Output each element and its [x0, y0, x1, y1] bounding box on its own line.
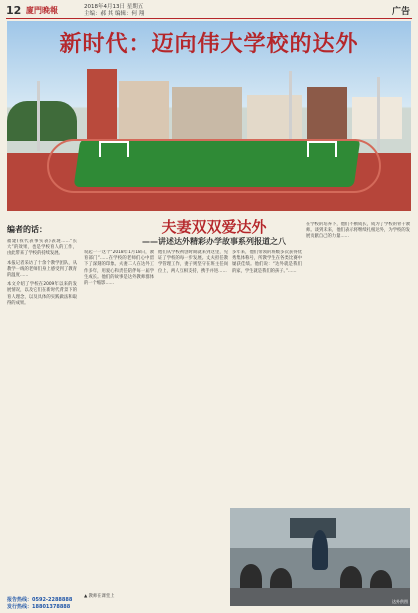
- article-column: 多年来，他们带领的班级多次获得优秀集体称号，所教学生在各类比赛中屡获佳绩。他们说：“达外就是我们的家，学生就是我们的孩子。”……: [232, 250, 302, 274]
- hotline-report: 报告热线：0592-2288888: [7, 597, 73, 603]
- light-pole: [377, 77, 380, 151]
- goal-post: [99, 141, 129, 157]
- page-number: 12: [6, 4, 22, 17]
- building: [172, 87, 242, 139]
- teacher-figure: [312, 530, 328, 570]
- page-header: [6, 4, 412, 19]
- classroom-photo: [230, 508, 410, 606]
- photo-caption: ▲ 教师在课堂上: [84, 594, 115, 599]
- desks: [230, 588, 410, 606]
- trees: [7, 101, 77, 141]
- newspaper-logo: 廈門晚報: [26, 6, 58, 15]
- editor-note: [7, 224, 77, 596]
- editor-note-body: [7, 239, 77, 589]
- editor-note-paragraph: 本文介绍了学校在2009年以来的发展情况，以及它们在新时代背景下的育人理念，以及具体的实践做法和取得的成果。: [7, 282, 77, 306]
- building: [247, 95, 302, 139]
- article-column: 他们从学校初创时期就来到这里，见证了学校的每一步发展。丈夫担任教学管理工作，妻子则坚守在班主任岗位上，两人互相支持，携手并进……: [158, 250, 228, 274]
- editor-note-heading: 编者的话：: [7, 225, 47, 234]
- hotline-distribution: 发行热线：18801378888: [7, 604, 71, 610]
- goal-post: [307, 141, 337, 157]
- page-footer: [7, 596, 79, 610]
- article-column: 说起一一这个“2018年1月18日，教育部门”……在学校的老师们心中留下了深刻的印象。夫妻二人在达外工作多年，用爱心和责任陪伴每一届学生成长。他们的故事是达外教师群体的一个缩影……: [84, 250, 154, 287]
- article-subtitle: ——讲述达外精彩办学故事系列报道之八: [142, 237, 286, 246]
- blackboard: [290, 518, 336, 538]
- photo-credit: 达外供图: [392, 599, 408, 604]
- date-text: 2018年4月13日 星期五: [84, 4, 144, 10]
- building: [119, 81, 169, 139]
- article-title: 夫妻双双爱达外: [161, 218, 267, 236]
- hero-photo: [7, 21, 411, 211]
- hero-title: 新时代：迈向伟大学校的达外: [59, 32, 359, 57]
- building: [87, 69, 117, 139]
- editor-note-paragraph: 福建(我代表事实表)表现……“长大”的效果，也是学校育人的工作，由此带来了学校的持续发展。: [7, 239, 77, 257]
- building: [307, 87, 347, 139]
- staff-text: 主编：郝 其 编辑：何 翔: [84, 11, 145, 17]
- editor-note-paragraph: 本报记者采访了十余个教学团队，从教学一线的老师们身上感受到了教育的温度……: [7, 260, 77, 279]
- date-line: [84, 4, 144, 18]
- article-column: 在学校的培养下，他们不断成长，成为了学校的骨干教师。谈到未来，他们表示将继续扎根达外，为学校的发展贡献自己的力量……: [306, 222, 410, 240]
- light-pole: [37, 81, 40, 151]
- section-label: 广告: [391, 7, 410, 17]
